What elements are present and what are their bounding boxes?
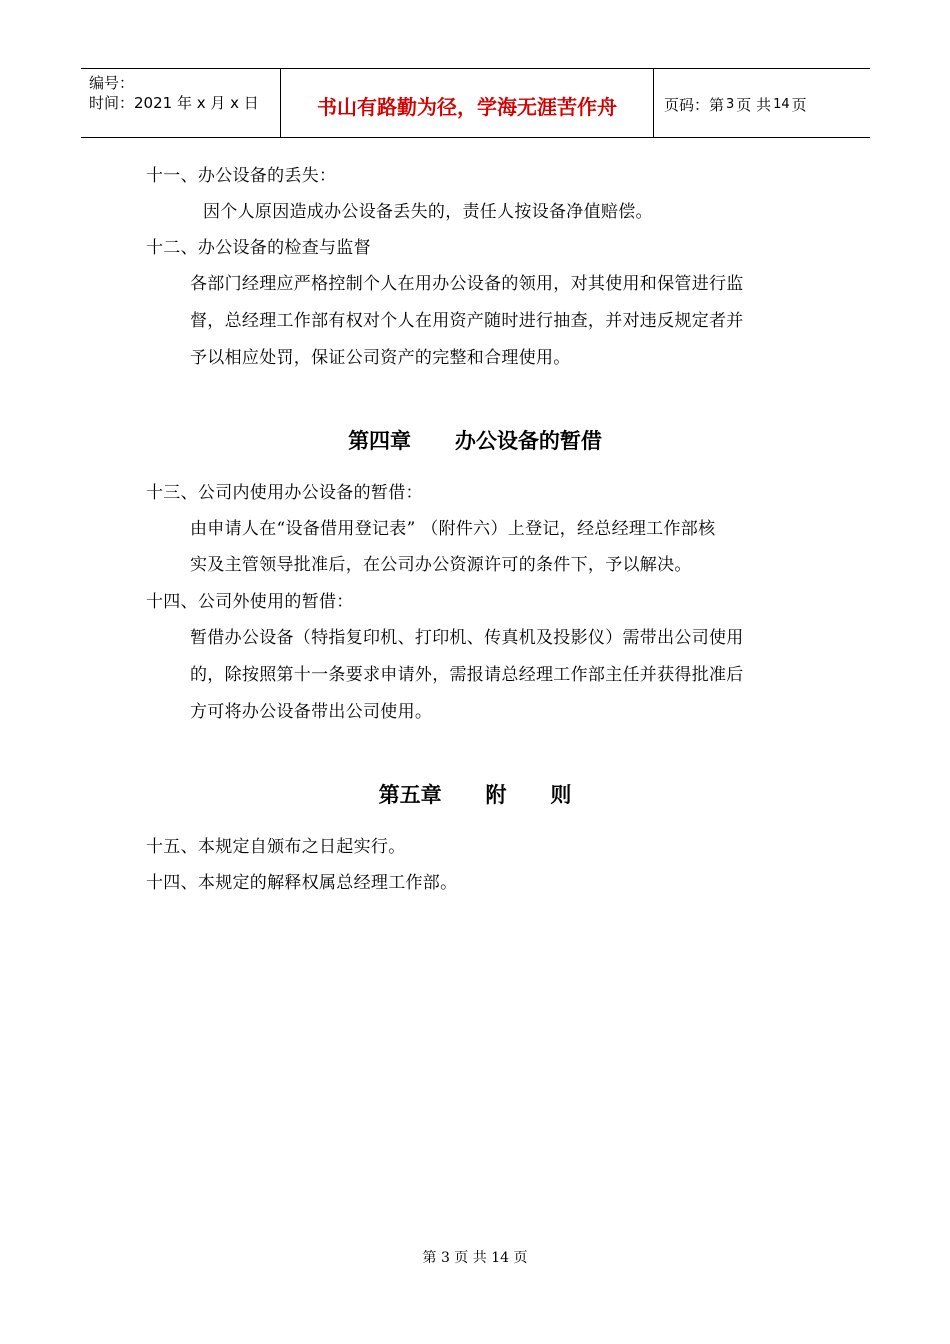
header-meta: [81, 69, 281, 137]
section-14-line-3: 方可将办公设备带出公司使用。: [190, 702, 433, 722]
section-12-line-1: 各部门经理应严格控制个人在用办公设备的领用，对其使用和保管进行监: [190, 274, 744, 294]
chapter-5-heading: 第五章 附 则: [378, 783, 572, 807]
page-suffix: 页: [791, 95, 807, 114]
section-14-line-1: 暂借办公设备（特指复印机、打印机、传真机及投影仪）需带出公司使用: [190, 628, 744, 648]
document-date: 时间：2021 年 x 月 x 日: [89, 94, 259, 112]
chapter-4-heading: 第四章 办公设备的暂借: [348, 429, 602, 453]
header-motto: 书山有路勤为径，学海无涯苦作舟: [281, 69, 654, 137]
page-footer: 第 3 页 共 14 页: [422, 1250, 528, 1266]
section-13-title: 十三、公司内使用办公设备的暂借：: [146, 483, 423, 503]
section-12-line-3: 予以相应处罚，保证公司资产的完整和合理使用。: [190, 348, 571, 368]
section-14-line-2: 的，除按照第十一条要求申请外，需报请总经理工作部主任并获得批准后: [190, 665, 744, 685]
header-page-info: [654, 69, 870, 137]
page-mid: 页 共: [736, 95, 772, 114]
section-11-title: 十一、办公设备的丢失：: [146, 166, 337, 186]
section-13-line-2: 实及主管领导批准后，在公司办公资源许可的条件下，予以解决。: [190, 555, 692, 575]
section-15: 十五、本规定自颁布之日起实行。: [146, 837, 406, 857]
section-14-interpretation: 十四、本规定的解释权属总经理工作部。: [146, 873, 458, 893]
page-current: 3: [726, 96, 735, 112]
document-number-label: 编号：: [89, 74, 135, 92]
section-13-line-1: 由申请人在“设备借用登记表” （附件六）上登记，经总经理工作部核: [190, 519, 716, 539]
page-total: 14: [773, 96, 790, 112]
section-14-title: 十四、公司外使用的暂借：: [146, 592, 354, 612]
section-12-line-2: 督，总经理工作部有权对个人在用资产随时进行抽查，并对违反规定者并: [190, 311, 744, 331]
section-11-body: 因个人原因造成办公设备丢失的，责任人按设备净值赔偿。: [203, 202, 653, 222]
section-12-title: 十二、办公设备的检查与监督: [146, 238, 371, 258]
page-header: [81, 68, 870, 138]
page-prefix: 页码：第: [664, 95, 725, 114]
